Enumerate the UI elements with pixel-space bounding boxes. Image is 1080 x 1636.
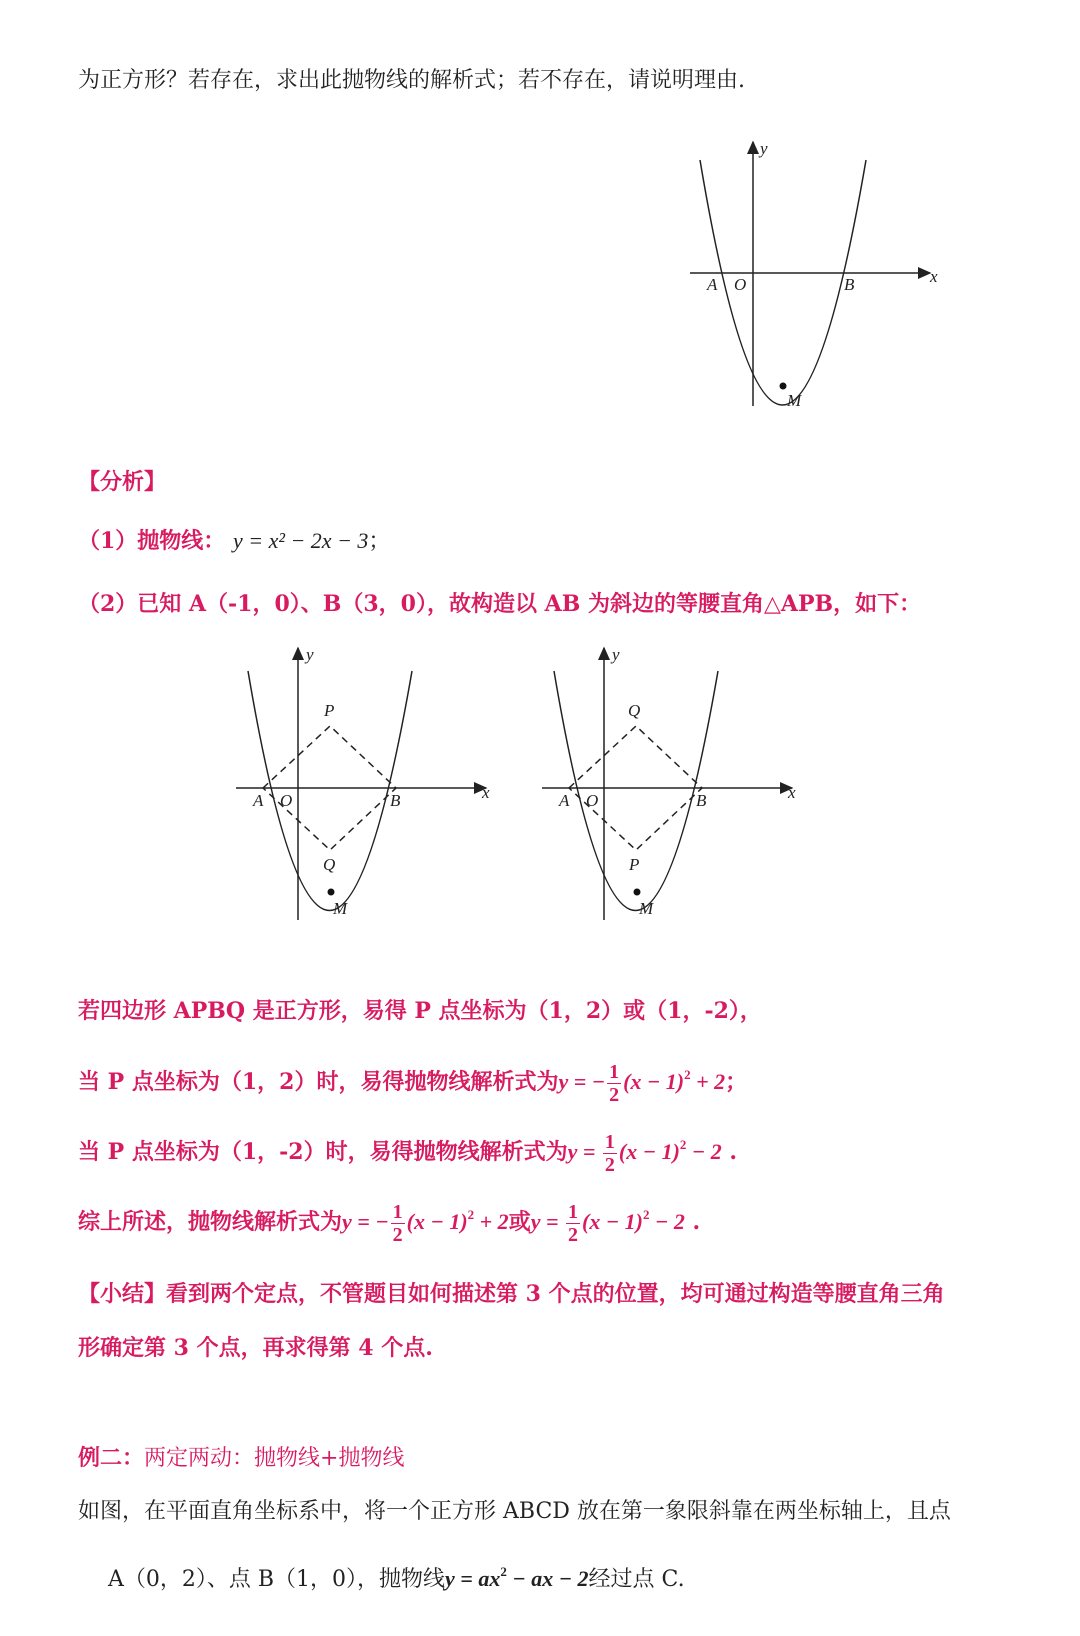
figure-parabola-3 xyxy=(542,638,822,928)
analysis-heading: 【分析】 xyxy=(78,469,167,495)
solution-line1: 若四边形 APBQ 是正方形，易得 P 点坐标为（1，2）或（1，-2）， xyxy=(78,998,762,1024)
label-y: y xyxy=(612,645,620,664)
line4-equation-2: y = $\frac{1}{2}$ $(x - 1)^2 - 2$ xyxy=(530,1201,685,1247)
line3-equation: y = $\frac{1}{2}$ $(x - 1)^2 - 2$ xyxy=(567,1131,722,1177)
solution-line4: 综上所述，抛物线解析式为y = − $\frac{1}{2}$ $(x - 1)^2 + 2$或y = $\frac{1}{2}$ $(x - 1)^2 - 2$ . xyxy=(78,1201,701,1247)
example2-title xyxy=(78,1443,404,1474)
label-y: y xyxy=(306,645,314,664)
example2-body2 xyxy=(108,1557,685,1595)
label-B: B xyxy=(844,275,855,294)
figure-parabola-1 xyxy=(690,130,970,420)
part1-prefix: （1）抛物线： xyxy=(78,528,226,554)
summary-line1: 【小结】看到两个定点，不管题目如何描述第 3 个点的位置，均可通过构造等腰直角三角 xyxy=(78,1281,945,1307)
label-x: x xyxy=(482,783,490,802)
label-A: A xyxy=(707,275,718,294)
label-B: B xyxy=(696,791,707,810)
line4-equation-1: y = − $\frac{1}{2}$ $(x - 1)^2 + 2$ xyxy=(342,1201,509,1247)
body2-prefix: A（0，2）、点 B（1，0），抛物线 xyxy=(108,1567,446,1592)
label-Q: Q xyxy=(323,855,336,874)
label-P: P xyxy=(324,701,335,720)
label-A: A xyxy=(559,791,570,810)
label-M: M xyxy=(333,899,348,918)
example2-label: 例二： xyxy=(78,1445,145,1471)
vertex-point xyxy=(634,889,641,896)
analysis-part1: （1）抛物线： y = x² − 2x − 3； xyxy=(78,528,391,554)
line3-prefix: 当 P 点坐标为（1，-2）时，易得抛物线解析式为 xyxy=(78,1139,568,1165)
solution-line3: 当 P 点坐标为（1，-2）时，易得抛物线解析式为y = $\frac{1}{2}$ $(x - 1)^2 - 2$ . xyxy=(78,1131,738,1177)
example2-topic: 两定两动：抛物线+抛物线 xyxy=(144,1446,405,1471)
line4-prefix: 综上所述，抛物线解析式为 xyxy=(78,1209,343,1235)
line2-prefix: 当 P 点坐标为（1，2）时，易得抛物线解析式为 xyxy=(78,1069,559,1095)
label-O: O xyxy=(734,275,747,294)
body2-suffix: 经过点 C. xyxy=(588,1567,685,1592)
part1-equation: y = x² − 2x − 3 xyxy=(232,528,369,553)
line2-equation: y = − $\frac{1}{2}$ $(x - 1)^2 + 2$ xyxy=(558,1061,726,1107)
label-x: x xyxy=(788,783,796,802)
label-B: B xyxy=(390,791,401,810)
label-y: y xyxy=(760,139,768,158)
line4-or: 或 xyxy=(508,1209,531,1235)
label-P: P xyxy=(629,855,640,874)
body2-equation: $y = ax^2$ − ax − 2 xyxy=(445,1564,589,1591)
vertex-point xyxy=(328,889,335,896)
figure-parabola-2 xyxy=(236,638,516,928)
label-M: M xyxy=(787,391,802,410)
label-x: x xyxy=(930,267,938,286)
label-Q: Q xyxy=(628,701,641,720)
vertex-point xyxy=(780,383,787,390)
solution-line2: 当 P 点坐标为（1，2）时，易得抛物线解析式为y = − $\frac{1}{2}$ $(x - 1)^2 + 2$； xyxy=(78,1061,748,1107)
label-O: O xyxy=(586,791,599,810)
label-A: A xyxy=(253,791,264,810)
summary-line2: 形确定第 3 个点，再求得第 4 个点. xyxy=(78,1335,433,1361)
label-M: M xyxy=(639,899,654,918)
label-O: O xyxy=(280,791,293,810)
intro-text: 为正方形？若存在，求出此抛物线的解析式；若不存在，请说明理由. xyxy=(78,68,745,93)
analysis-part2: （2）已知 A（-1，0）、B（3，0），故构造以 AB 为斜边的等腰直角△APB，如下： xyxy=(78,591,922,617)
parabola-curve xyxy=(700,160,866,405)
example2-body1: 如图，在平面直角坐标系中，将一个正方形 ABCD 放在第一象限斜靠在两坐标轴上，且点 xyxy=(78,1499,951,1524)
